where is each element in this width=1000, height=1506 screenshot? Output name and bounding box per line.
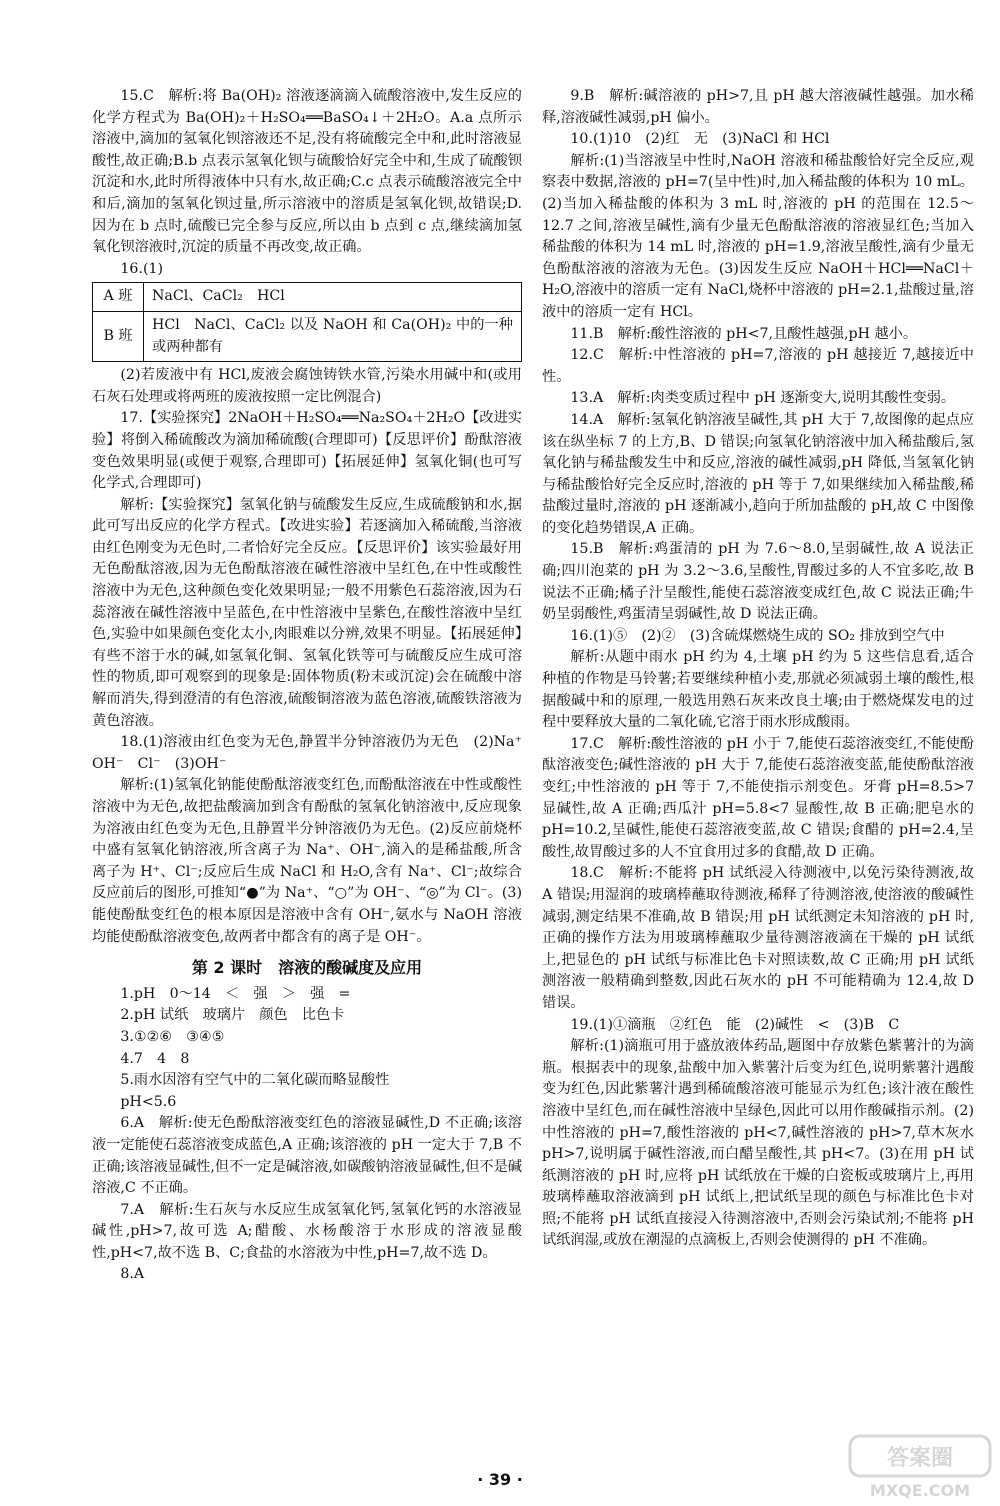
answer-r10-analysis: 解析:(1)当溶液呈中性时,NaOH 溶液和稀盐酸恰好完全反应,观察表中数据,溶液的 pH=7(呈中性)时,加入稀盐酸的体积为 10 mL。(2)当加入稀盐酸的体积为 3 mL 时,溶液的 pH 的范围在 12.5～12.7 之间,溶液呈碱性,滴有少量无色酚酞溶液的溶液显红色;当加入稀盐酸的体积为 14 mL 时,溶液的 pH=1.9,溶液呈酸性,滴有少量无色酚酞溶液的溶液为无色。(3)因发生反应 NaOH＋HCl══NaCl＋H₂O,溶液中的溶质一定有 NaCl,烧杯中溶液的 pH=2.1,盐酸过量,溶液中的溶质一定有 HCl。 bbox=[542, 152, 974, 320]
answer-r19-analysis: 解析:(1)滴瓶可用于盛放液体药品,题图中存放紫色紫薯汁的为滴瓶。根据表中的现象,盐酸中加入紫薯汁后变为红色,说明紫薯汁遇酸变为红色,因此紫薯汁遇到稀硫酸溶液可能显示为红色;该汁液在酸性溶液中呈红色,而在碱性溶液中呈绿色,因此可以用作酸碱指示剂。(2)中性溶液的 pH=7,酸性溶液的 pH<7,碱性溶液的 pH>7,草木灰水 pH>7,说明属于碱性溶液,而白醋呈酸性,其 pH<7。(3)在用 pH 试纸测溶液的 pH 时,应将 pH 试纸放在干燥的白瓷板或玻璃片上,再用玻璃棒蘸取溶液滴到 pH 试纸上,把试纸呈现的颜色与标准比色卡对照;不能将 pH 试纸直接浸入待测溶液中,否则会污染试剂;不能将 pH 试纸润湿,或放在潮湿的点滴板上,否则会使测得的 pH 不准确。 bbox=[542, 1038, 974, 1249]
left-column bbox=[92, 86, 537, 1286]
answer-17-analysis: 解析:【实验探究】氢氧化钠与硫酸发生反应,生成硫酸钠和水,据此可写出反应的化学方程式。【改进实验】若逐滴加入稀硫酸,当溶液由红色刚变为无色时,二者恰好完全反应。【反思评价】该实验最好用无色酚酞溶液,因为无色酚酞溶液在碱性溶液中呈红色,在中性或酸性溶液中为无色,这种颜色变化效果明显;一般不用紫色石蕊溶液,因为石蕊溶液在碱性溶液中呈蓝色,在中性溶液中呈紫色,在酸性溶液中呈红色,实验中如果颜色变化太小,肉眼难以分辨,效果不明显。【拓展延伸】有些不溶于水的碱,如氢氧化铜、氢氧化铁等可与硫酸反应生成可溶性的物质,即可观察到的现象是:固体物质(粉末或沉淀)会在硫酸中溶解而消失,得到澄清的有色溶液,硫酸铜溶液为蓝色溶液,硫酸铁溶液为黄色溶液。 bbox=[92, 496, 522, 729]
answer-16-heading: 16.(1) bbox=[120, 260, 164, 277]
answer-s2: 2.pH 试纸 玻璃片 颜色 比色卡 bbox=[120, 1007, 345, 1024]
answer-r11: 11.B 解析:酸性溶液的 pH<7,且酸性越强,pH 越小。 bbox=[570, 325, 918, 342]
watermark-logo bbox=[846, 1432, 994, 1502]
table-class-cell: A 班 bbox=[93, 283, 144, 312]
answer-18: 18.(1)溶液由红色变为无色,静置半分钟溶液仍为无色 (2)Na⁺ OH⁻ Cl⁻ (3)OH⁻ bbox=[92, 734, 537, 772]
table-value-cell: NaCl、CaCl₂ HCl bbox=[144, 283, 522, 312]
answer-s5: 5.雨水因溶有空气中的二氧化碳而略显酸性 bbox=[120, 1072, 390, 1089]
answer-15: 15.C 解析:将 Ba(OH)₂ 溶液逐滴滴入硫酸溶液中,发生反应的化学方程式为 Ba(OH)₂＋H₂SO₄══BaSO₄↓＋2H₂O。A.a 点所示溶液中,滴加的氢氧化钡溶液还不足,没有将硫酸完全中和,此时溶液显酸性,故正确;B.b 点表示氢氧化钡与硫酸恰好完全中和,生成了硫酸钡沉淀和水,此时所得液体中只有水,故正确;C.c 点表示硫酸溶液完全中和后,滴加的氢氧化钡过量,所示溶液中的溶质是氢氧化钡,故错误;D.因为在 b 点时,硫酸已完全参与反应,所以由 b 点到 c 点,继续滴加氢氧化钡溶液时,沉淀的质量不再改变,故正确。 bbox=[92, 88, 522, 256]
answer-s7: 7.A 解析:生石灰与水反应生成氢氧化钙,氢氧化钙的水溶液显碱性,pH>7,故可选 A;醋酸、水杨酸溶于水形成的溶液显酸性,pH<7,故不选 B、C;食盐的水溶液为中性,pH=7,故不选 D。 bbox=[92, 1201, 522, 1261]
answer-18-analysis: 解析:(1)氢氧化钠能使酚酞溶液变红色,而酚酞溶液在中性或酸性溶液中为无色,故把盐酸滴加到含有酚酞的氢氧化钠溶液中,反应现象为溶液由红色变为无色,且静置半分钟溶液仍为无色。(2)反应前烧杯中盛有氢氧化钠溶液,所含离子为 Na⁺、OH⁻,滴入的是稀盐酸,所含离子为 H⁺、Cl⁻;反应后生成 NaCl 和 H₂O,含有 Na⁺、Cl⁻;故综合反应前后的图形,可推知“●”为 Na⁺、“○”为 OH⁻、“◎”为 Cl⁻。(3)能使酚酞变红色的根本原因是溶液中含有 OH⁻,氨水与 NaOH 溶液均能使酚酞溶液变色,故两者中都含有的离子是 OH⁻。 bbox=[92, 777, 522, 945]
answer-r16: 16.(1)⑤ (2)② (3)含硫煤燃烧生成的 SO₂ 排放到空气中 bbox=[570, 627, 945, 644]
answer-r14: 14.A 解析:氢氧化钠溶液呈碱性,其 pH 大于 7,故图像的起点应该在纵坐标 7 的上方,B、D 错误;向氢氧化钠溶液中加入稀盐酸后,氢氧化钠与稀盐酸发生中和反应,溶液的碱性减弱,pH 降低,当氢氧化钠与稀盐酸恰好完全反应时,溶液的 pH 等于 7,如果继续加入稀盐酸,稀盐酸过量时,溶液的 pH 逐渐减小,趋向于所加盐酸的 pH,故 C 中图像的变化趋势错误,A 正确。 bbox=[542, 411, 974, 536]
section-title: 第 2 课时 溶液的酸碱度及应用 bbox=[191, 958, 423, 978]
answer-r16-analysis: 解析:从题中雨水 pH 约为 4,土壤 pH 约为 5 这些信息看,适合种植的作物是马铃薯;若要继续种植小麦,那就必须减弱土壤的酸性,根据酸碱中和的原理,一般选用熟石灰来改良土壤;由于燃烧煤发电的过程中要释放大量的二氧化硫,它溶于雨水形成酸雨。 bbox=[542, 649, 974, 731]
answer-s8: 8.A bbox=[120, 1266, 145, 1283]
svg-text:MXQE.COM: MXQE.COM bbox=[869, 1481, 971, 1500]
answer-s5-extra: pH<5.6 bbox=[120, 1093, 177, 1110]
right-column bbox=[542, 86, 974, 1252]
answer-r19: 19.(1)①滴瓶 ②红色 能 (2)碱性 < (3)B C bbox=[570, 1016, 900, 1033]
answer-r9: 9.B 解析:碱溶液的 pH>7,且 pH 越大溶液碱性越强。加水稀释,溶液碱性减弱,pH 偏小。 bbox=[542, 88, 974, 126]
table-row bbox=[93, 283, 522, 312]
answer-r13: 13.A 解析:肉类变质过程中 pH 逐渐变大,说明其酸性变弱。 bbox=[570, 390, 956, 407]
answer-s6: 6.A 解析:使无色酚酞溶液变红色的溶液显碱性,D 不正确;该溶液一定能使石蕊溶液变成蓝色,A 正确;该溶液的 pH 一定大于 7,B 不正确;该溶液显碱性,但不一定是碱溶液,如碳酸钠溶液显碱性,但不是碱溶液,C 不正确。 bbox=[92, 1115, 522, 1197]
answer-s3: 3.①②⑥ ③④⑤ bbox=[120, 1028, 225, 1045]
answer-s1: 1.pH 0～14 ＜ 强 ＞ 强 = bbox=[120, 985, 351, 1002]
class-waste-table bbox=[92, 282, 522, 362]
answer-r18: 18.C 解析:不能将 pH 试纸浸入待测液中,以免污染待测液,故 A 错误;用湿润的玻璃棒蘸取待测液,稀释了待测溶液,使溶液的酸碱性减弱,测定结果不准确,故 B 错误;用 pH 试纸测定未知溶液的 pH 时,正确的操作方法为用玻璃棒蘸取少量待测溶液滴在干燥的 pH 试纸上,把显色的 pH 试纸与标准比色卡对照读数,故 C 正确;用 pH 试纸测溶液一般精确到整数,因此石灰水的 pH 不可能精确为 12.4,故 D 错误。 bbox=[542, 865, 974, 1011]
page-number: · 39 · bbox=[477, 1470, 523, 1489]
answer-r17: 17.C 解析:酸性溶液的 pH 小于 7,能使石蕊溶液变红,不能使酚酞溶液变色;碱性溶液的 pH 大于 7,能使石蕊溶液变蓝,能使酚酞溶液变红;中性溶液的 pH 等于 7,不能使指示剂变色。牙膏 pH=8.5>7 显碱性,故 A 正确;西瓜汁 pH=5.8<7 显酸性,故 B 正确;肥皂水的 pH=10.2,呈碱性,能使石蕊溶液变蓝,故 C 错误;食醋的 pH=2.4,呈酸性,故胃酸过多的人不宜食用过多的食醋,故 D 正确。 bbox=[542, 735, 974, 860]
answer-r15: 15.B 解析:鸡蛋清的 pH 为 7.6～8.0,呈弱碱性,故 A 说法正确;四川泡菜的 pH 为 3.2～3.6,呈酸性,胃酸过多的人不宜多吃,故 B 说法不正确;橘子汁呈酸性,能使石蕊溶液变成红色,故 C 说法正确;牛奶呈弱酸性,鸡蛋清呈弱碱性,故 D 说法正确。 bbox=[542, 541, 974, 623]
table-value-cell: HCl NaCl、CaCl₂ 以及 NaOH 和 Ca(OH)₂ 中的一种或两种都有 bbox=[144, 311, 522, 361]
table-row bbox=[93, 311, 522, 361]
answer-16-part2: (2)若废液中有 HCl,废液会腐蚀铸铁水管,污染水用碱中和(或用石灰石处理或将两班的废液按照一定比例混合) bbox=[92, 367, 522, 405]
table-class-cell: B 班 bbox=[93, 311, 144, 361]
svg-text:答案圈: 答案圈 bbox=[886, 1446, 954, 1471]
answer-r10: 10.(1)10 (2)红 无 (3)NaCl 和 HCl bbox=[570, 131, 830, 148]
answer-r12: 12.C 解析:中性溶液的 pH=7,溶液的 pH 越接近 7,越接近中性。 bbox=[542, 347, 974, 385]
answer-17: 17.【实验探究】2NaOH＋H₂SO₄══Na₂SO₄＋2H₂O【改进实验】将倒入稀硫酸改为滴加稀硫酸(合理即可)【反思评价】酚酞溶液 变色效果明显(或便于观察,合理即可)【拓展延伸】氢氧化铜(也可写化学式,合理即可) bbox=[92, 410, 537, 492]
answer-s4: 4.7 4 8 bbox=[120, 1050, 190, 1067]
